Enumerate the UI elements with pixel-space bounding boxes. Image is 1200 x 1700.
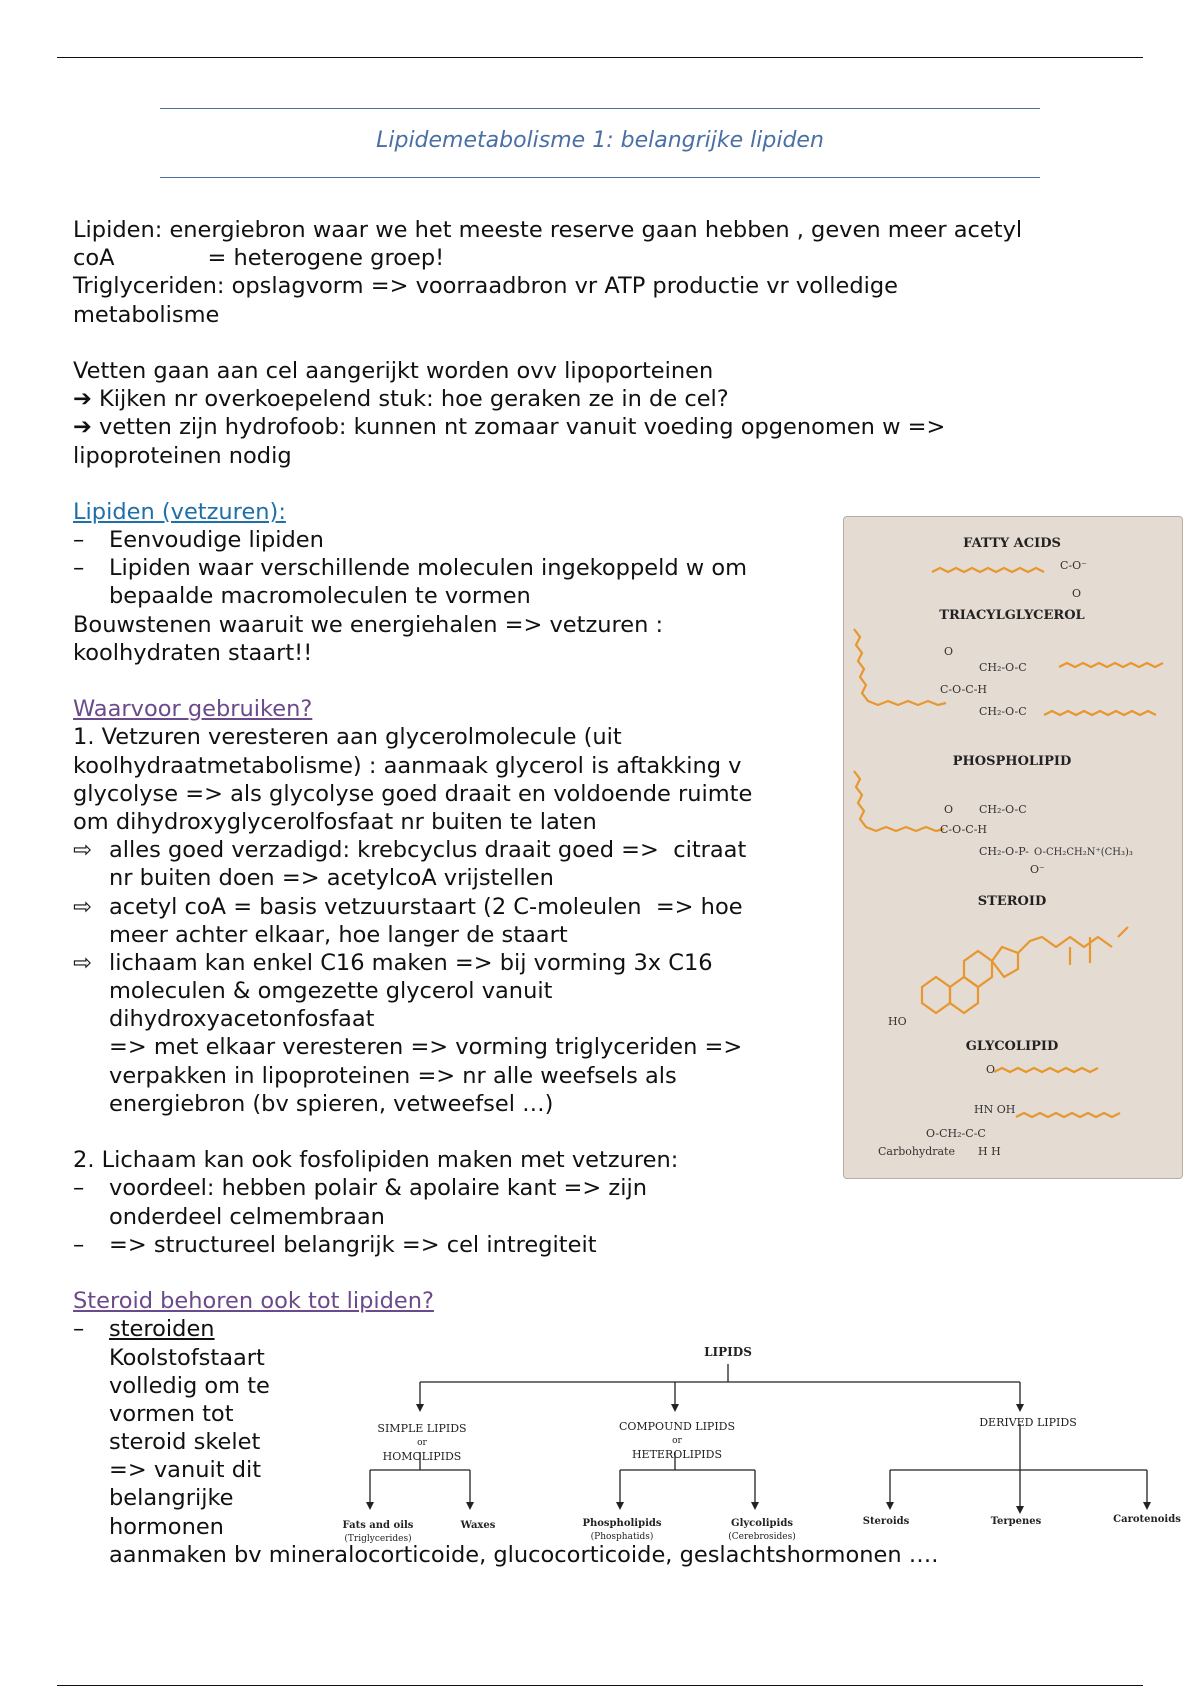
gebruik-arrow-3-cont-3: => met elkaar veresteren => vorming triglyceriden =>: [109, 1034, 743, 1061]
dash-icon: –: [73, 1175, 85, 1202]
tag-ch2-bottom: CH₂-O-C: [979, 705, 1027, 718]
bottom-rule: [57, 1685, 1143, 1686]
gl-o: O: [986, 1063, 996, 1076]
gebruik-arrow-3-cont-1: moleculen & omgezette glycerol vanuit: [109, 978, 553, 1005]
hollow-arrow-icon: ⇨: [73, 837, 92, 864]
lipid-structures-svg: [844, 517, 1182, 1178]
tree-derived: DERIVED LIPIDS: [979, 1416, 1077, 1429]
pl-o-1: O: [944, 803, 954, 816]
tree-steroids: Steroids: [862, 1516, 910, 1527]
vetzuren-bullet-2-cont: bepaalde macromoleculen te vormen: [109, 583, 531, 610]
pl-ch2-top: CH₂-O-C: [979, 803, 1027, 816]
label-glycolipid: GLYCOLIPID: [965, 1039, 1059, 1054]
vetzuren-line-1: Bouwstenen waaruit we energiehalen => vetzuren :: [73, 611, 664, 638]
gebruik-q1: 2. Lichaam kan ook fosfolipiden maken met vetzuren:: [73, 1147, 679, 1174]
tag-chain-left: [854, 629, 946, 705]
vetzuren-heading: Lipiden (vetzuren):: [73, 498, 286, 525]
label-fatty-acids: FATTY ACIDS: [963, 536, 1061, 551]
dash-icon: –: [73, 527, 85, 554]
gl-carbohydrate: Carbohydrate: [878, 1145, 955, 1158]
tree-glyco-sub: (Cerebrosides): [728, 1532, 796, 1542]
pl-chain-left: [854, 771, 944, 831]
tree-simple-2: HOMOLIPIDS: [382, 1450, 462, 1463]
tree-terpenes: Terpenes: [990, 1516, 1042, 1527]
tree-simple-or: or: [417, 1438, 427, 1448]
lipid-classification-tree: [330, 1332, 1190, 1550]
gl-chain-top: [994, 1068, 1098, 1072]
gebruik-arrow-2: ⇨ acetyl coA = basis vetzuurstaart (2 C-moleulen => hoe: [73, 893, 743, 920]
hollow-arrow-icon: ⇨: [73, 893, 92, 920]
gebruik-arrow-3-cont-5: energiebron (bv spieren, vetweefsel …): [109, 1090, 554, 1117]
page-title: Lipidemetabolisme 1: belangrijke lipiden: [376, 128, 824, 153]
gebruik-arrow-3: ⇨ lichaam kan enkel C16 maken => bij vorming 3x C16: [73, 949, 713, 976]
intro-line-2: coA = heterogene groep!: [73, 245, 445, 272]
title-rule-bottom: [160, 177, 1040, 178]
tree-waxes: Waxes: [460, 1520, 496, 1531]
gl-hn-oh: HN OH: [974, 1103, 1016, 1116]
carboxylate-group: C-O⁻: [1060, 559, 1087, 572]
vetzuren-bullet-1: – Eenvoudige lipiden: [73, 527, 324, 554]
label-steroid: STEROID: [977, 894, 1047, 909]
steroid-wrap-5: => vanuit dit: [109, 1457, 262, 1484]
steroid-wrap-6: belangrijke: [109, 1485, 234, 1512]
tag-ch2-top: CH₂-O-C: [979, 661, 1027, 674]
gebruik-arrow-1-cont: nr buiten doen => acetylcoA vrijstellen: [109, 865, 554, 892]
tree-phospho-sub: (Phosphatids): [590, 1532, 654, 1542]
tree-compound-2: HETEROLIPIDS: [631, 1448, 723, 1461]
gebruik-p4: om dihydroxyglycerolfosfaat nr buiten te laten: [73, 808, 597, 835]
transport-line-1: Vetten gaan aan cel aangerijkt worden ovv lipoporteinen: [73, 357, 714, 384]
pl-backbone: C-O-C-H: [940, 823, 987, 836]
gebruik-arrow-3-cont-2: dihydroxyacetonfosfaat: [109, 1006, 375, 1033]
gebruik-heading: Waarvoor gebruiken?: [73, 696, 313, 723]
gebruik-p1: 1. Vetzuren veresteren aan glycerolmolecule (uit: [73, 724, 622, 751]
tree-phospho: Phospholipids: [582, 1518, 662, 1529]
gebruik-q-bullet-1-cont: onderdeel celmembraan: [109, 1203, 385, 1230]
pl-choline: O-CH₂CH₂N⁺(CH₃)₃: [1034, 847, 1133, 858]
pl-o-minus: O⁻: [1030, 863, 1045, 876]
gebruik-q-bullet-1: – voordeel: hebben polair & apolaire kant => zijn: [73, 1175, 647, 1202]
transport-bullet-1: ➔ Kijken nr overkoepelend stuk: hoe geraken ze in de cel?: [73, 386, 729, 413]
label-phospholipid: PHOSPHOLIPID: [952, 754, 1072, 769]
title-rule-top: [160, 108, 1040, 109]
steroid-wrap-4: steroid skelet: [109, 1429, 261, 1456]
dash-icon: –: [73, 1316, 85, 1343]
vetzuren-line-2: koolhydraten staart!!: [73, 639, 313, 666]
gebruik-arrow-1: ⇨ alles goed verzadigd: krebcyclus draait goed => citraat: [73, 837, 747, 864]
tree-compound-or: or: [672, 1436, 682, 1446]
intro-line-4: metabolisme: [73, 301, 220, 328]
dash-icon: –: [73, 555, 85, 582]
steroid-wrap-2: volledig om te: [109, 1372, 270, 1399]
steroid-wrap-7: hormonen: [109, 1513, 224, 1540]
steroid-wrap-3: vormen tot: [109, 1400, 234, 1427]
arrow-icon: ➔: [73, 386, 92, 413]
gebruik-q-bullet-2: – => structureel belangrijk => cel intregiteit: [73, 1231, 597, 1258]
tag-backbone: C-O-C-H: [940, 683, 987, 696]
steroid-rings: [922, 927, 1128, 1013]
top-rule: [57, 57, 1143, 58]
steroid-wrap-1: Koolstofstaart: [109, 1344, 265, 1371]
transport-line-4: lipoproteinen nodig: [73, 442, 292, 469]
tree-fats: Fats and oils: [342, 1520, 414, 1531]
arrow-icon: ➔: [73, 414, 92, 441]
steroid-heading: Steroid behoren ook tot lipiden?: [73, 1288, 434, 1315]
gebruik-p3: glycolyse => als glycolyse goed draait en voldoende ruimte: [73, 780, 753, 807]
gebruik-arrow-3-cont-4: verpakken in lipoproteinen => nr alle weefsels als: [109, 1062, 677, 1089]
steroid-last-line: aanmaken bv mineralocorticoide, glucocorticoide, geslachtshormonen ….: [109, 1541, 939, 1568]
steroid-ho: HO: [888, 1015, 907, 1028]
vetzuren-bullet-2: – Lipiden waar verschillende moleculen ingekoppeld w om: [73, 555, 748, 582]
gl-h-h: H H: [978, 1145, 1001, 1158]
carbonyl-o: O: [1072, 587, 1082, 600]
hollow-arrow-icon: ⇨: [73, 949, 92, 976]
pl-phosphate: CH₂-O-P-: [979, 845, 1029, 858]
tree-fats-sub: (Triglycerides): [344, 1534, 412, 1544]
tree-simple-1: SIMPLE LIPIDS: [377, 1422, 467, 1435]
tag-chain-bottom: [1044, 711, 1156, 715]
lipid-tree-svg: [330, 1332, 1190, 1550]
steroid-bullet-1: – steroiden: [73, 1316, 215, 1343]
dash-icon: –: [73, 1231, 85, 1258]
label-triacylglycerol: TRIACYLGLYCEROL: [939, 608, 1085, 623]
gl-backbone: O-CH₂-C-C: [926, 1127, 986, 1140]
tree-root: LIPIDS: [704, 1345, 752, 1359]
fatty-acid-chain: [932, 568, 1044, 572]
tree-glyco: Glycolipids: [731, 1518, 793, 1529]
tree-compound-1: COMPOUND LIPIDS: [618, 1420, 736, 1433]
intro-line-1: Lipiden: energiebron waar we het meeste reserve gaan hebben , geven meer acetyl: [73, 217, 1023, 243]
transport-bullet-2: ➔ vetten zijn hydrofoob: kunnen nt zomaar vanuit voeding opgenomen w =>: [73, 414, 946, 441]
gebruik-p2: koolhydraatmetabolisme) : aanmaak glycerol is aftakking v: [73, 752, 742, 779]
tree-carotenoids: Carotenoids: [1113, 1514, 1181, 1525]
gebruik-arrow-2-cont: meer achter elkaar, hoe langer de staart: [109, 921, 568, 948]
lipid-structures-figure: [843, 516, 1183, 1179]
tag-o-1: O: [944, 645, 954, 658]
gl-chain-bottom: [1016, 1113, 1120, 1117]
tag-chain-top: [1059, 663, 1163, 667]
intro-line-3: Triglyceriden: opslagvorm => voorraadbron vr ATP productie vr volledige: [73, 273, 899, 300]
